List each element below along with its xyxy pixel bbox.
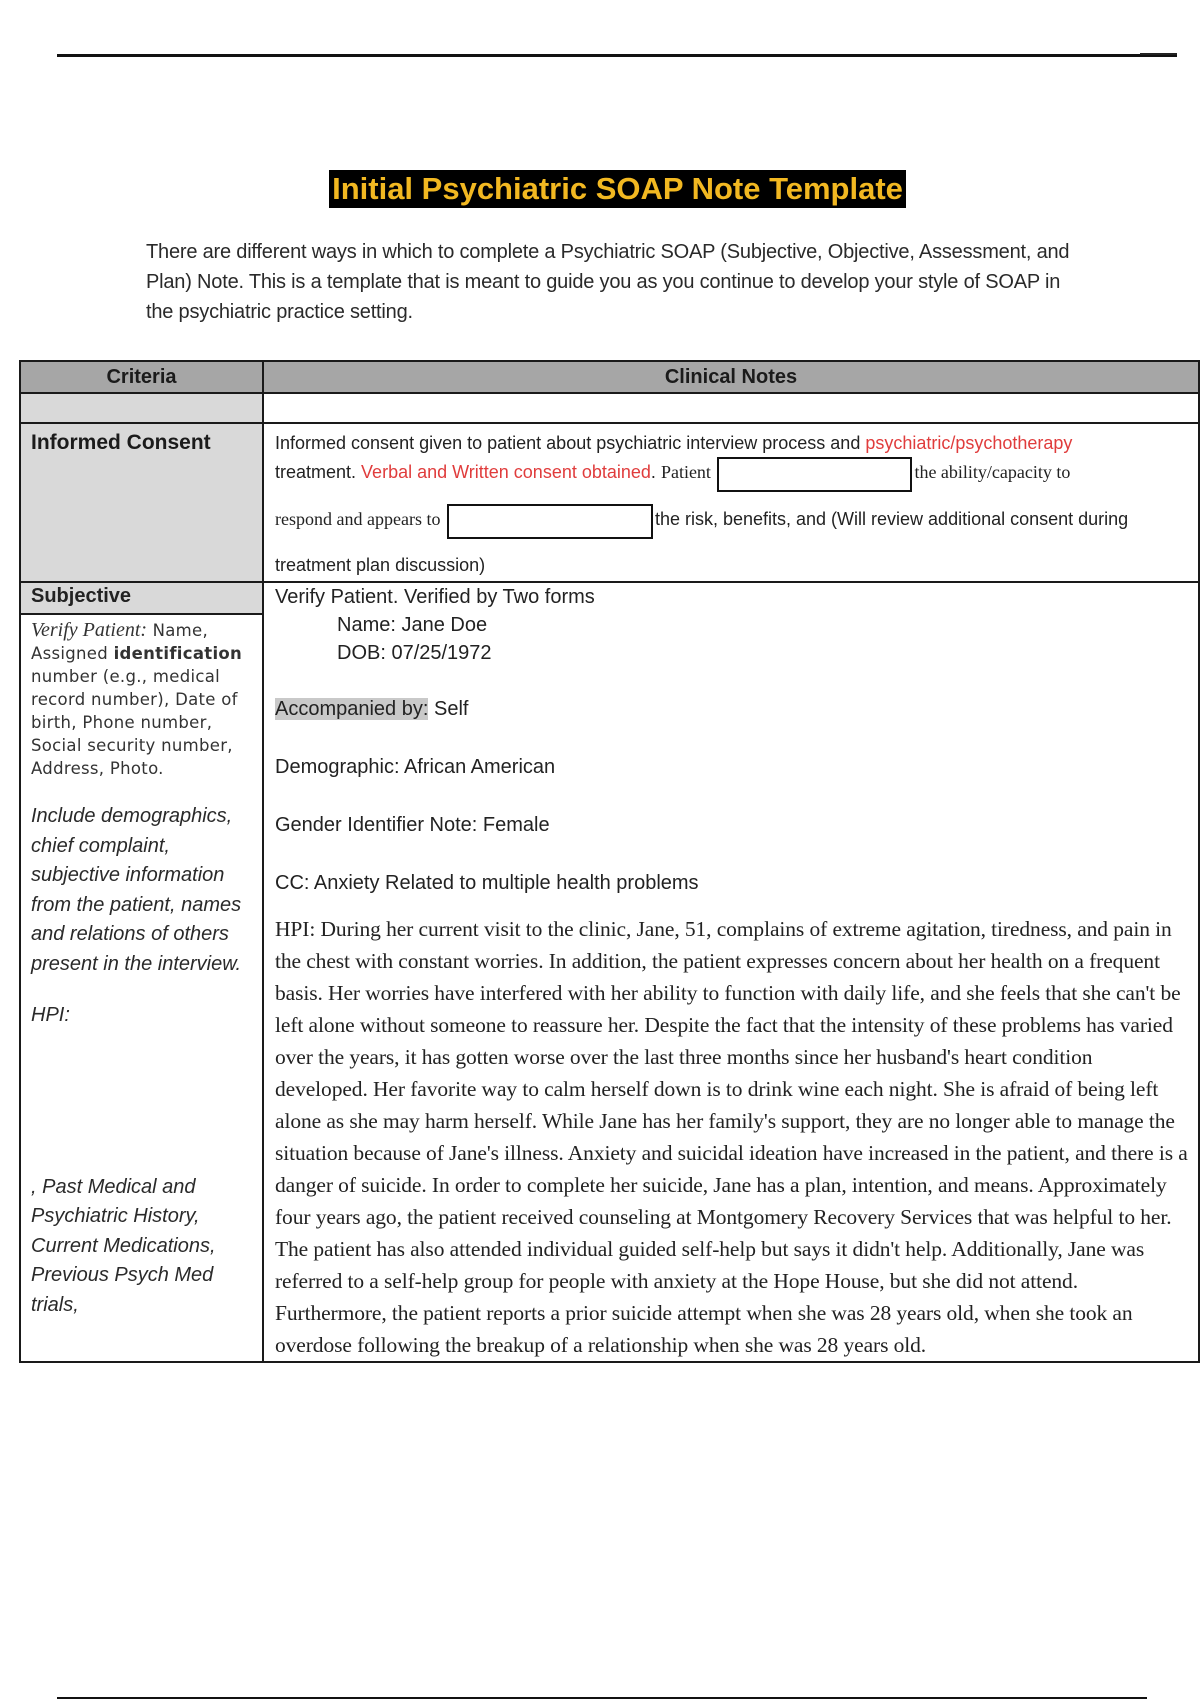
header-criteria: Criteria xyxy=(20,361,263,393)
bottom-rule xyxy=(57,1697,1147,1699)
consent-line-1 xyxy=(275,429,1188,457)
informed-consent-row xyxy=(20,423,1199,582)
history-guidance: , Past Medical and Psychiatric History, Current Medications, Previous Psych Med trials, xyxy=(31,1175,216,1316)
capacity-blank-field[interactable] xyxy=(717,457,912,492)
header-clinical-notes: Clinical Notes xyxy=(263,361,1199,393)
soap-table xyxy=(19,360,1200,1363)
consent-text: the risk, benefits, and (Will review additional consent during xyxy=(654,509,1129,529)
accompanied-by xyxy=(275,695,1188,723)
guidance-bold: identification xyxy=(113,644,243,663)
verify-patient-italic: Verify Patient: xyxy=(31,619,148,641)
verify-patient-guidance xyxy=(21,615,262,784)
informed-consent-label-cell xyxy=(20,423,263,582)
guidance-text: number (e.g., medical record number), Date of birth, Phone number, Social security number, Address, Photo. xyxy=(31,667,238,778)
patient-dob: DOB: 07/25/1972 xyxy=(337,642,492,664)
patient-name: Name: Jane Doe xyxy=(337,614,488,636)
hpi-guidance-label: HPI: xyxy=(31,1004,70,1026)
include-guidance: Include demographics, chief complaint, subjective information from the patient, names and relations of others present in the interview. xyxy=(31,805,242,975)
informed-consent-label: Informed Consent xyxy=(31,431,211,454)
hpi-narrative: HPI: During her current visit to the clinic, Jane, 51, complains of extreme agitation, tiredness, and pain in the chest with constant worries. In addition, the patient expresses concern about her health on a frequent basis. Her worries have interfered with her ability to function with daily life, and she feels that she can't be left alone without someone to reassure her. Despite the fact that the intensity of these problems has varied over the years, it has gotten worse over the last three months since her husband's heart condition developed. Her favorite way to calm herself down is to drink wine each night. She is afraid of being left alone as she may harm herself. While Jane has her family's support, they are no longer able to manage the situation because of Jane's illness. Anxiety and suicidal ideation have increased in the patient, and there is a danger of suicide. In order to complete her suicide, Jane has a plan, intention, and means. Approximately four years ago, the patient received counseling at Montgomery Recovery Services that was helpful to her. The patient has also attended individual guided self-help but says it didn't help. Additionally, Jane was referred to a self-help group for people with anxiety at the Hope House, but she did not attend. Furthermore, the patient reports a prior suicide attempt when she was 28 years old, when she took an overdose following the breakup of a relationship when she was 28 years old. xyxy=(275,917,1188,1357)
consent-text: Patient xyxy=(660,462,716,482)
consent-text: the ability/capacity to xyxy=(914,462,1071,482)
subjective-criteria-cell xyxy=(20,582,263,1362)
blank-row xyxy=(20,393,1199,423)
blank-cell-criteria xyxy=(20,393,263,423)
consent-obtained: Verbal and Written consent obtained xyxy=(361,462,651,482)
title-wrap xyxy=(0,170,1200,208)
subjective-notes-cell xyxy=(263,582,1199,1362)
understanding-blank-field[interactable] xyxy=(447,504,653,539)
informed-consent-text xyxy=(264,424,1198,581)
subjective-row xyxy=(20,582,1199,1362)
consent-text: respond and appears to xyxy=(275,509,445,529)
consent-line-4: treatment plan discussion) xyxy=(275,555,486,575)
top-rule xyxy=(57,54,1177,57)
consent-treatment-type: psychiatric/psychotherapy xyxy=(865,433,1073,453)
blank-cell-notes xyxy=(263,393,1199,423)
consent-line-3 xyxy=(275,504,1188,539)
subjective-notes xyxy=(264,583,1198,1361)
verify-line: Verify Patient. Verified by Two forms xyxy=(275,586,595,608)
subjective-label: Subjective xyxy=(21,583,262,615)
document-title: Initial Psychiatric SOAP Note Template xyxy=(329,170,906,208)
accompanied-label: Accompanied by: xyxy=(275,698,429,720)
chief-complaint: CC: Anxiety Related to multiple health problems xyxy=(275,872,699,894)
table-header-row xyxy=(20,361,1199,393)
consent-text: Informed consent given to patient about psychiatric interview process and xyxy=(275,433,866,453)
consent-text: treatment. xyxy=(275,462,362,482)
demographic: Demographic: African American xyxy=(275,756,556,778)
intro-paragraph: There are different ways in which to complete a Psychiatric SOAP (Subjective, Objective, Assessment, and Plan) Note. This is a template that is meant to guide you as you continue to develop your style of SOAP in the psychiatric practice setting. xyxy=(146,241,1070,323)
informed-consent-notes-cell xyxy=(263,423,1199,582)
accompanied-value: Self xyxy=(428,698,469,720)
top-rule-tail xyxy=(1140,53,1177,55)
guidance-text: Name, Assigned xyxy=(31,621,209,663)
consent-text: . xyxy=(650,462,661,482)
gender-identifier: Gender Identifier Note: Female xyxy=(275,814,550,836)
consent-line-2 xyxy=(275,457,1188,492)
